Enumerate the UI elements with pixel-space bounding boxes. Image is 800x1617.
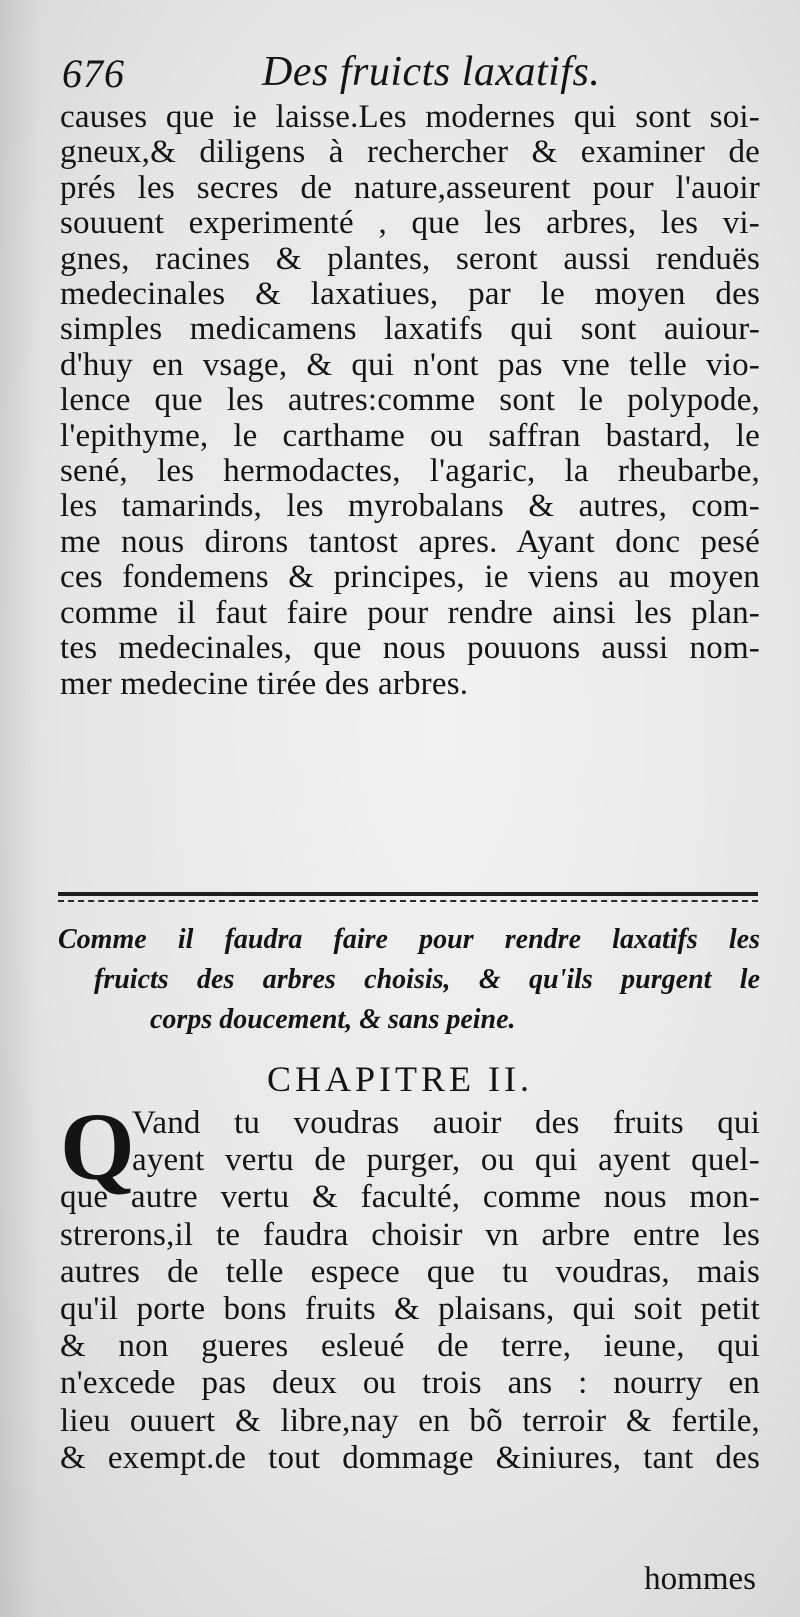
text-line: sené, les hermodactes, l'agaric, la rheubarbe, — [60, 454, 760, 490]
text-line: l'epithyme, le carthame ou saffran bastard, le — [60, 418, 760, 454]
text-line: & non gueres esleué de terre, ieune, qui — [60, 1328, 760, 1365]
text-line: souuent experimenté , que les arbres, les vi- — [60, 206, 760, 242]
text-line: n'excede pas deux ou trois ans : nourry en — [60, 1365, 760, 1402]
text-line: lence que les autres:comme sont le polypode, — [60, 383, 760, 419]
page-header — [62, 42, 752, 102]
text-line: simples medicamens laxatifs qui sont auiour- — [60, 312, 760, 348]
text-line: les tamarinds, les myrobalans & autres, com- — [60, 489, 760, 525]
text-line: d'huy en vsage, & qui n'ont pas vne telle vio- — [60, 347, 760, 383]
text-line: gneux,& diligens à rechercher & examiner de — [60, 135, 760, 171]
text-line: autres de telle espece que tu voudras, mais — [60, 1253, 760, 1290]
text-line: ces fondemens & principes, ie viens au moyen — [60, 560, 760, 596]
text-line: comme il faut faire pour rendre ainsi les plan- — [60, 595, 760, 631]
page-edge-shadow — [0, 0, 40, 1617]
text-line: causes que ie laisse.Les modernes qui sont soi- — [60, 100, 760, 135]
heading-line: fruicts des arbres choisis, & qu'ils purgent le — [94, 964, 760, 995]
text-line: strerons,il te faudra choisir vn arbre entre les — [60, 1216, 760, 1253]
text-line: mer medecine tirée des arbres. — [60, 666, 469, 702]
page-number: 676 — [62, 51, 125, 96]
chapter-heading — [58, 920, 760, 1040]
section-divider — [58, 892, 758, 902]
text-line: me nous dirons tantost apres. Ayant donc pesé — [60, 524, 760, 560]
text-line: ayent vertu de purger, ou qui ayent quel- — [132, 1142, 760, 1179]
text-line: que autre vertu & faculté, comme nous mon- — [60, 1179, 760, 1216]
text-line: gnes, racines & plantes, seront aussi renduës — [60, 241, 760, 277]
drop-cap: Q — [60, 1093, 135, 1200]
text-line: qu'il porte bons fruits & plaisans, qui soit petit — [60, 1291, 760, 1328]
running-title: Des fruicts laxatifs. — [262, 49, 601, 95]
heading-line: Comme il faudra faire pour rendre laxatifs les — [58, 924, 760, 955]
text-line: lieu ouuert & libre,nay en bõ terroir & fertile, — [60, 1402, 760, 1439]
text-line: tes medecinales, que nous pouuons aussi nom- — [60, 631, 760, 667]
heading-line: corps doucement, & sans peine. — [150, 1004, 516, 1035]
text-line: & exempt.de tout dommage &iniures, tant des — [60, 1439, 760, 1476]
chapter-title: CHAPITRE II. — [267, 1059, 533, 1099]
catchword: hommes — [644, 1561, 756, 1597]
text-line: Vand tu voudras auoir des fruits qui — [132, 1105, 760, 1141]
body-paragraph — [60, 100, 760, 702]
chapter-paragraph — [60, 1093, 760, 1477]
text-line: prés les secres de nature,asseurent pour l'auoir — [60, 170, 760, 206]
text-line: medecinales & laxatiues, par le moyen des — [60, 277, 760, 313]
